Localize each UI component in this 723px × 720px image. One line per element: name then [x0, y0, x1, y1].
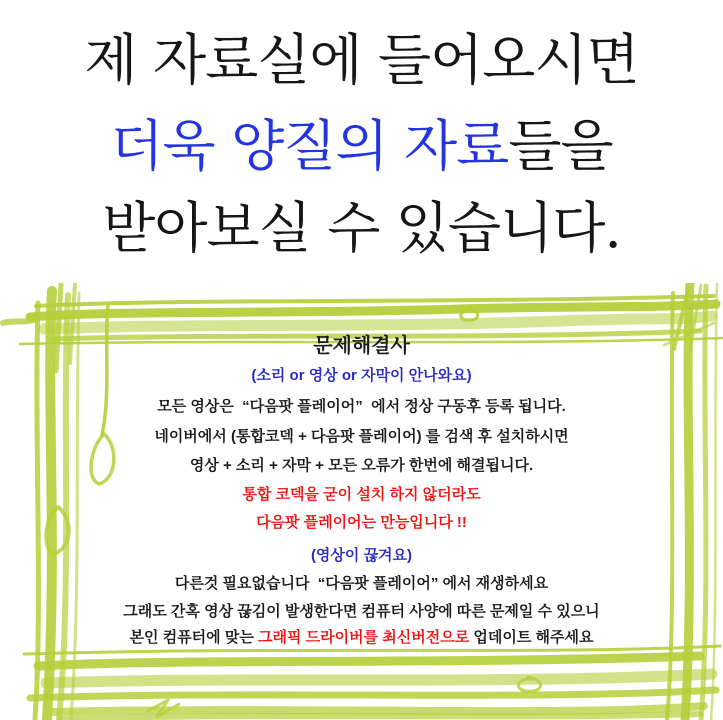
section1-warning-line-1: 통합 코덱을 굳이 설치 하지 않더라도	[242, 486, 481, 503]
section2-line-3-prefix: 본인 컴퓨터에 맞는	[129, 629, 258, 646]
section1-line-3: 영상 + 소리 + 자막 + 모든 오류가 한번에 해결됩니다.	[189, 457, 534, 474]
section2-line-3-suffix: 업데이트 해주세요	[469, 629, 594, 646]
section1-line-1: 모든 영상은 “다음팟 플레이어” 에서 정상 구동후 등록 됩니다.	[157, 398, 566, 415]
header-line-1: 제 자료실에 들어오시면	[84, 28, 639, 92]
section2-line-3	[0, 628, 723, 648]
section1-heading: (소리 or 영상 or 자막이 안나와요)	[251, 367, 472, 384]
header-line-2	[0, 116, 723, 177]
section2-heading: (영상이 끊겨요)	[310, 547, 413, 564]
header-line-2-highlight: 더욱 양질의 자료	[110, 114, 509, 178]
section2-line-1: 다른것 필요없습니다 “다음팟 플레이어” 에서 재생하세요	[174, 575, 549, 592]
section2-line-2: 그래도 간혹 영상 끊김이 발생한다면 컴퓨터 사양에 따른 문제일 수 있으니	[123, 603, 600, 620]
header-line-3: 받아보실 수 있습니다.	[102, 196, 621, 260]
header-line-2-rest: 들을	[508, 114, 613, 178]
section2-line-3-highlight: 그래픽 드라이버를 최신버전으로	[257, 629, 470, 646]
section1-warning-line-2: 다음팟 플레이어는 만능입니다 !!	[256, 514, 467, 531]
board-title: 문제해결사	[313, 335, 410, 357]
section1-line-2: 네이버에서 (통합코덱 + 다음팟 플레이어) 를 검색 후 설치하시면	[154, 428, 569, 445]
